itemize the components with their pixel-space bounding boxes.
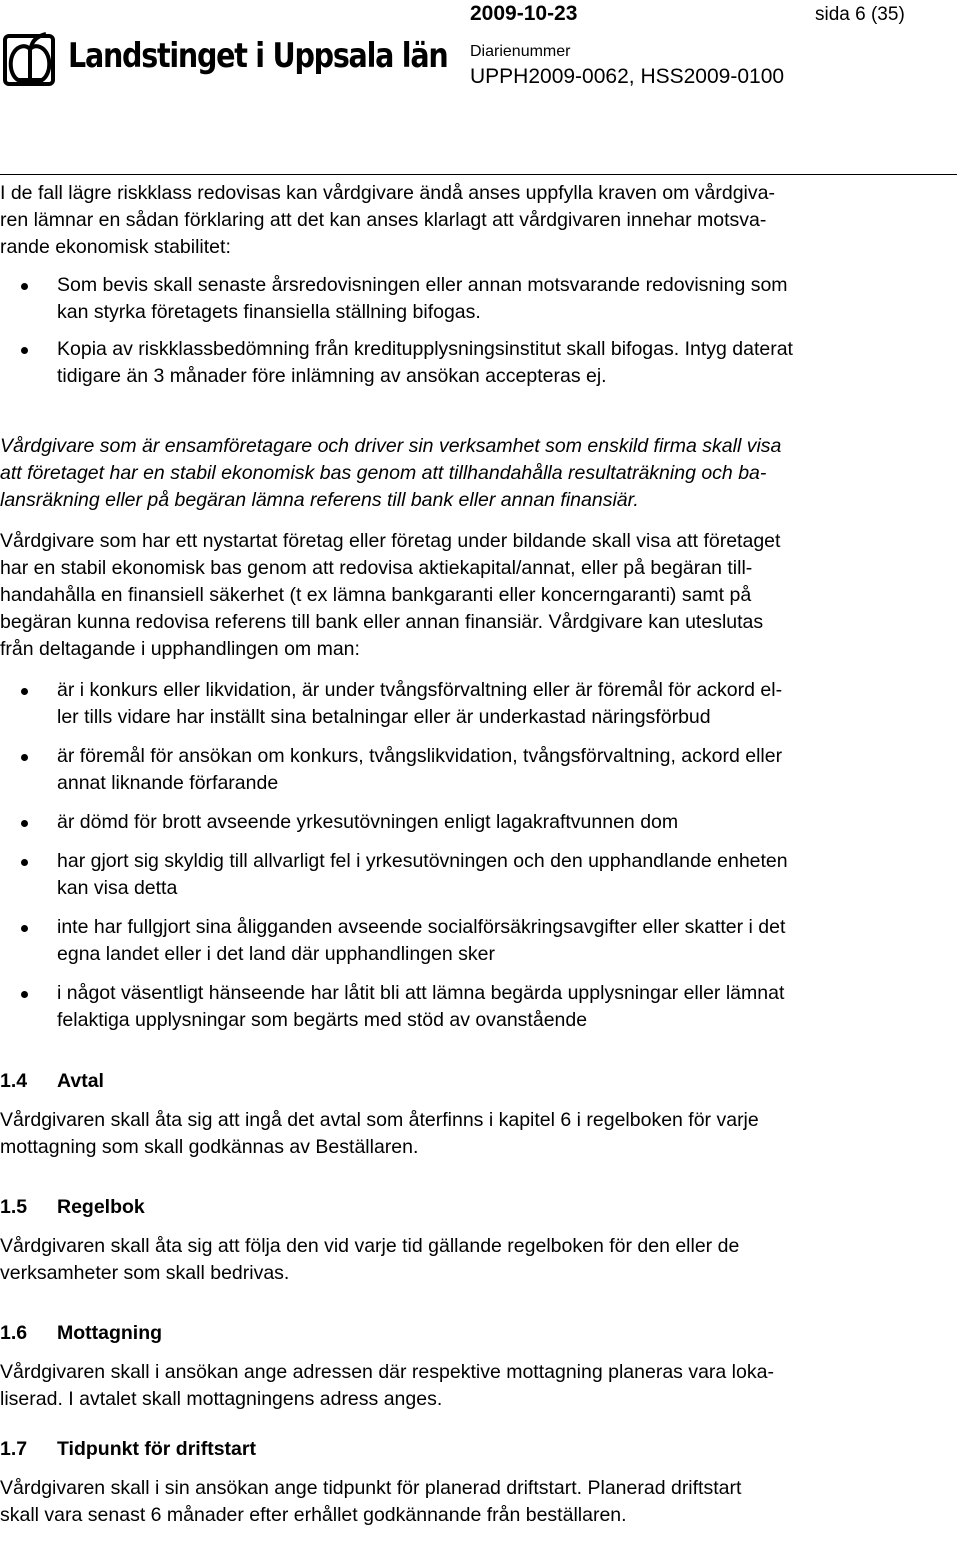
exclusion-list [0,677,956,1034]
page-header [0,0,960,180]
section-avtal [0,1068,956,1161]
intro-paragraph: I de fall lägre riskklass redovisas kan vårdgivare ändå anses uppfylla kraven om vårdgiva- ren lämnar en sådan förklaring att det kan anses klarlagt att vårdgivaren innehar motsva- rande ekonomisk stabilitet: [0,182,775,258]
bullet-icon [21,991,28,998]
list-item: är föremål för ansökan om konkurs, tvångslikvidation, tvångsförvaltning, ackord eller annat liknande förfarande [0,743,956,797]
list-item: är dömd för brott avseende yrkesutövningen enligt lagakraftvunnen dom [0,809,956,836]
list-item: inte har fullgjort sina åligganden avseende socialförsäkringsavgifter eller skatter i det egna landet eller i det land där upphandlingen sker [0,914,956,968]
section-mottagning [0,1320,956,1413]
section-regelbok [0,1194,956,1287]
section-text: Vårdgivaren skall åta sig att ingå det avtal som återfinns i kapitel 6 i regelboken för varje mottagning som skall godkännas av Beställaren. [0,1109,759,1158]
list-item: Som bevis skall senaste årsredovisningen eller annan motsvarande redovisning som kan styrka företagets finansiella ställning bifogas. [0,272,956,326]
bullet-icon [21,859,28,866]
section-text: Vårdgivaren skall i ansökan ange adressen där respektive mottagning planeras vara loka- liserad. I avtalet skall mottagningens adress anges. [0,1361,774,1410]
organization-name: Landstinget i Uppsala län [68,36,448,76]
bullet-icon [21,347,28,354]
section-text: Vårdgivaren skall i sin ansökan ange tidpunkt för planerad driftstart. Planerad driftstart skall vara senast 6 månader efter erhållet godkännande från beställaren. [0,1477,742,1526]
document-body [0,180,956,1529]
bullet-icon [21,283,28,290]
bullet-icon [21,754,28,761]
header-divider [0,174,957,175]
document-date: 2009-10-23 [470,2,578,25]
section-heading: 1.4 Avtal [0,1070,104,1092]
bullet-icon [21,925,28,932]
section-heading: 1.6 Mottagning [0,1322,163,1344]
diarienummer-label: Diarienummer [470,43,571,60]
diarienummer-value: UPPH2009-0062, HSS2009-0100 [470,65,785,88]
sole-trader-paragraph: Vårdgivare som är ensamföretagare och driver sin verksamhet som enskild firma skall visa att företaget har en stabil ekonomisk bas genom att tillhandahålla resultaträkning och ba- lansräkning eller på begäran lämna referens till bank eller annan finansiär. [0,435,782,511]
section-text: Vårdgivaren skall åta sig att följa den vid varje tid gällande regelboken för den eller de verksamheter som skall bedrivas. [0,1235,740,1284]
page-number: sida 6 (35) [815,4,905,25]
list-item: i något väsentligt hänseende har låtit bli att lämna begärda upplysningar eller lämnat felaktiga upplysningar som begärts med stöd av ovanstående [0,980,956,1034]
new-company-paragraph: Vårdgivare som har ett nystartat företag eller företag under bildande skall visa att företaget har en stabil ekonomisk bas genom att redovisa aktiekapital/annat, eller på begäran till- handahålla en finansiell säkerhet (t ex lämna bankgaranti eller koncerngaranti) samt på begäran kunna redovisa referens till bank eller annan finansiär. Vårdgivare kan uteslutas från deltagande i upphandlingen om man: [0,530,781,660]
bullet-icon [21,820,28,827]
section-heading: 1.5 Regelbok [0,1196,145,1218]
list-item: är i konkurs eller likvidation, är under tvångsförvaltning eller är föremål för ackord el- ler tills vidare har inställt sina betalningar eller är underkastad näringsförbud [0,677,956,731]
landsting-logo-icon [2,30,60,88]
section-driftstart [0,1436,956,1529]
bullet-icon [21,688,28,695]
section-heading: 1.7 Tidpunkt för driftstart [0,1438,256,1460]
list-item: har gjort sig skyldig till allvarligt fel i yrkesutövningen och den upphandlande enheten kan visa detta [0,848,956,902]
evidence-list [0,272,956,390]
list-item: Kopia av riskklassbedömning från kreditupplysningsinstitut skall bifogas. Intyg daterat tidigare än 3 månader före inlämning av ansökan accepteras ej. [0,336,956,390]
